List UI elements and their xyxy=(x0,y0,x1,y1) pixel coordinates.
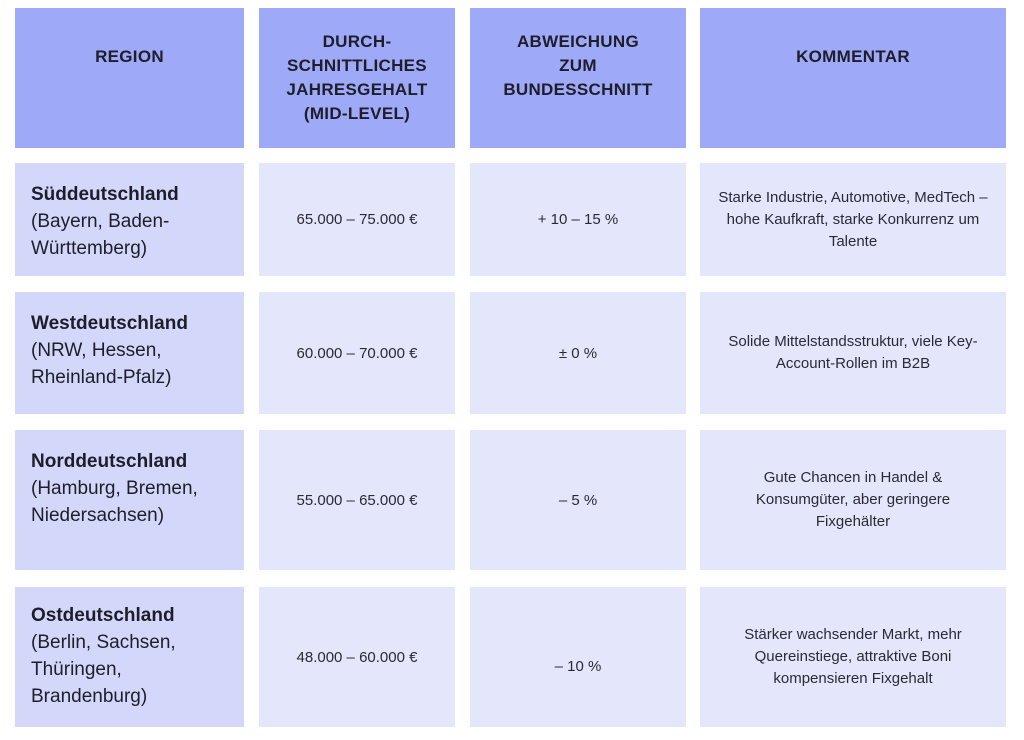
salary-cell xyxy=(259,292,455,414)
deviation-cell xyxy=(470,587,686,727)
salary-cell xyxy=(259,587,455,727)
salary-value: 60.000 – 70.000 € xyxy=(296,344,418,362)
region-states: (Bayern, Baden-Württemberg) xyxy=(31,211,170,259)
header-salary xyxy=(259,8,455,148)
deviation-cell xyxy=(470,430,686,570)
comment-text: Stärker wachsender Markt, mehr Quereinstiege, attraktive Boni kompensieren Fixgehalt xyxy=(744,626,962,687)
comment-text: Gute Chancen in Handel & Konsumgüter, aber geringere Fixgehälter xyxy=(755,469,951,530)
header-deviation-label: ABWEICHUNG ZUM BUNDESSCHNITT xyxy=(503,32,653,99)
deviation-value: – 5 % xyxy=(558,491,598,509)
table-row-region xyxy=(15,292,244,414)
deviation-value: + 10 – 15 % xyxy=(537,211,619,228)
salary-value: 65.000 – 75.000 € xyxy=(296,211,418,228)
region-states: (NRW, Hessen, Rheinland-Pfalz) xyxy=(31,340,172,388)
deviation-value: ± 0 % xyxy=(558,344,598,362)
deviation-cell xyxy=(470,163,686,276)
salary-cell xyxy=(259,163,455,276)
header-comment xyxy=(700,8,1006,148)
region-name: Westdeutschland xyxy=(31,313,188,334)
comment-text: Solide Mittelstandsstruktur, viele Key-Account-Rollen im B2B xyxy=(728,333,978,372)
deviation-cell xyxy=(470,292,686,414)
table-row-region xyxy=(15,587,244,727)
comment-cell xyxy=(700,292,1006,414)
header-deviation xyxy=(470,8,686,148)
region-name: Ostdeutschland xyxy=(31,605,175,626)
salary-value: 55.000 – 65.000 € xyxy=(296,491,418,509)
region-states: (Hamburg, Bremen, Niedersachsen) xyxy=(31,478,198,526)
region-name: Norddeutschland xyxy=(31,451,188,472)
header-comment-label: KOMMENTAR xyxy=(796,47,910,66)
region-name: Süddeutschland xyxy=(31,184,179,205)
comment-cell xyxy=(700,163,1006,276)
table-row-region xyxy=(15,163,244,276)
deviation-value: – 10 % xyxy=(554,657,602,675)
comment-cell xyxy=(700,587,1006,727)
comment-text: Starke Industrie, Automotive, MedTech – hohe Kaufkraft, starke Konkurrenz um Talente xyxy=(718,188,988,250)
table-row-region xyxy=(15,430,244,570)
header-salary-label: DURCH- SCHNITTLICHES JAHRESGEHALT (MID-LEVEL) xyxy=(286,32,428,123)
comment-cell xyxy=(700,430,1006,570)
header-region xyxy=(15,8,244,148)
salary-value: 48.000 – 60.000 € xyxy=(296,648,418,666)
salary-cell xyxy=(259,430,455,570)
region-states: (Berlin, Sachsen, Thüringen, Brandenburg) xyxy=(31,632,176,707)
header-region-label: REGION xyxy=(95,47,164,66)
